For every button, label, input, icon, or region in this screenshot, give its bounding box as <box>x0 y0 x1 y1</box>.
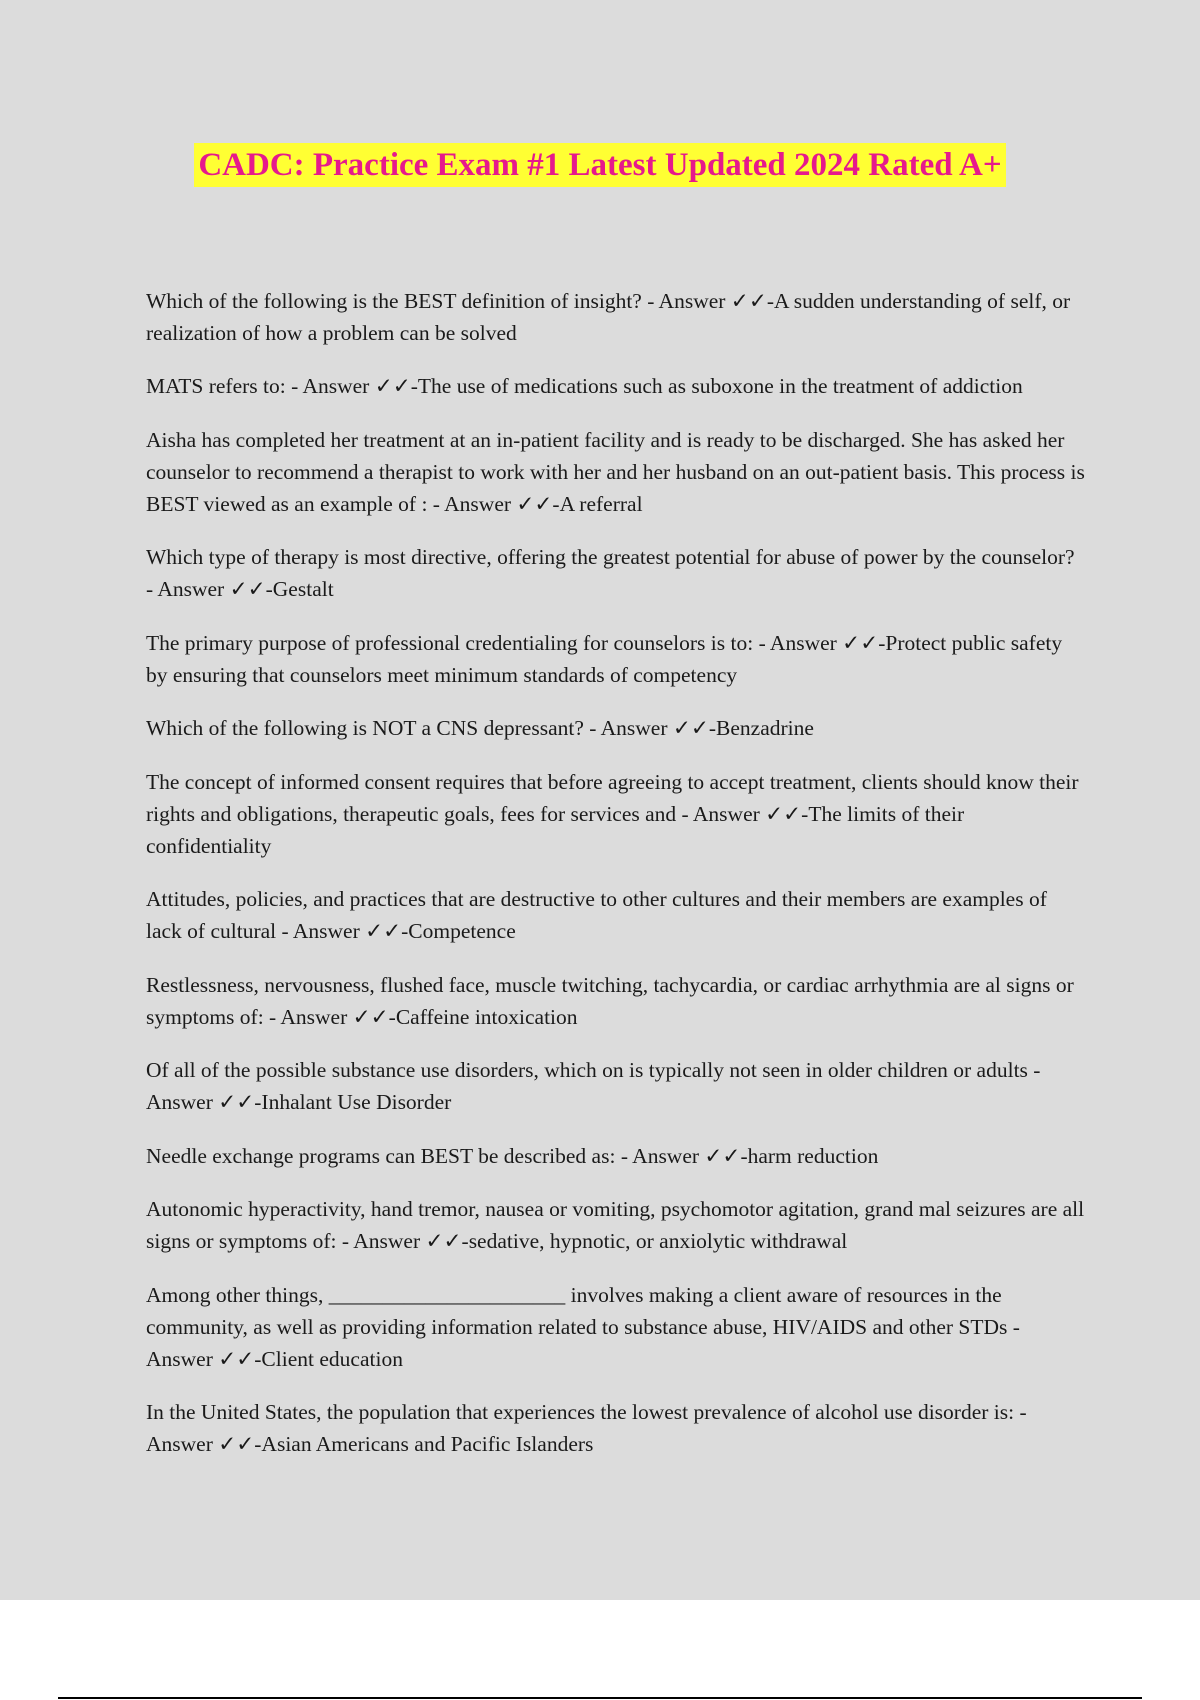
title-container <box>0 143 1200 187</box>
footer-divider <box>58 1697 1142 1699</box>
qa-item: Attitudes, policies, and practices that are destructive to other cultures and their members are examples of lack of cultural - Answer ✓✓-Competence <box>146 887 1047 943</box>
qa-item: Of all of the possible substance use disorders, which on is typically not seen in older children or adults - Answer ✓✓-Inhalant Use Disorder <box>146 1058 1041 1114</box>
qa-item: In the United States, the population that experiences the lowest prevalence of alcohol use disorder is: - Answer ✓✓-Asian Americans and Pacific Islanders <box>146 1400 1027 1456</box>
qa-item: Needle exchange programs can BEST be described as: - Answer ✓✓-harm reduction <box>146 1143 879 1168</box>
qa-item: Which of the following is the BEST definition of insight? - Answer ✓✓-A sudden understanding of self, or realization of how a problem can be solved <box>146 288 1071 345</box>
qa-item: The concept of informed consent requires that before agreeing to accept treatment, clients should know their rights and obligations, therapeutic goals, fees for services and - Answer ✓✓-The limits of their confidentiality <box>146 769 1079 858</box>
qa-item: Restlessness, nervousness, flushed face, muscle twitching, tachycardia, or cardiac arrhythmia are al signs or symptoms of: - Answer ✓✓-Caffeine intoxication <box>146 972 1074 1029</box>
qa-item: Aisha has completed her treatment at an in-patient facility and is ready to be discharged. She has asked her counselor to recommend a therapist to work with her and her husband on an out-patient basis. This process is BEST viewed as an example of : - Answer ✓✓-A referral <box>146 427 1085 516</box>
document-title: CADC: Practice Exam #1 Latest Updated 2024 Rated A+ <box>194 143 1005 187</box>
qa-item: Which type of therapy is most directive, offering the greatest potential for abuse of power by the counselor? - Answer ✓✓-Gestalt <box>146 545 1075 601</box>
qa-item: MATS refers to: - Answer ✓✓-The use of medications such as suboxone in the treatment of addiction <box>146 374 1023 398</box>
qa-list <box>146 263 1086 1473</box>
qa-item: Among other things, ______________________ involves making a client aware of resources in the community, as well as providing information related to substance abuse, HIV/AIDS and other STDs - Answer ✓✓-Client education <box>146 1282 1020 1371</box>
qa-item: Which of the following is NOT a CNS depressant? - Answer ✓✓-Benzadrine <box>146 716 814 740</box>
qa-item: The primary purpose of professional credentialing for counselors is to: - Answer ✓✓-Protect public safety by ensuring that counselors meet minimum standards of competency <box>146 630 1063 687</box>
qa-item: Autonomic hyperactivity, hand tremor, nausea or vomiting, psychomotor agitation, grand mal seizures are all signs or symptoms of: - Answer ✓✓-sedative, hypnotic, or anxiolytic withdrawal <box>146 1197 1085 1253</box>
